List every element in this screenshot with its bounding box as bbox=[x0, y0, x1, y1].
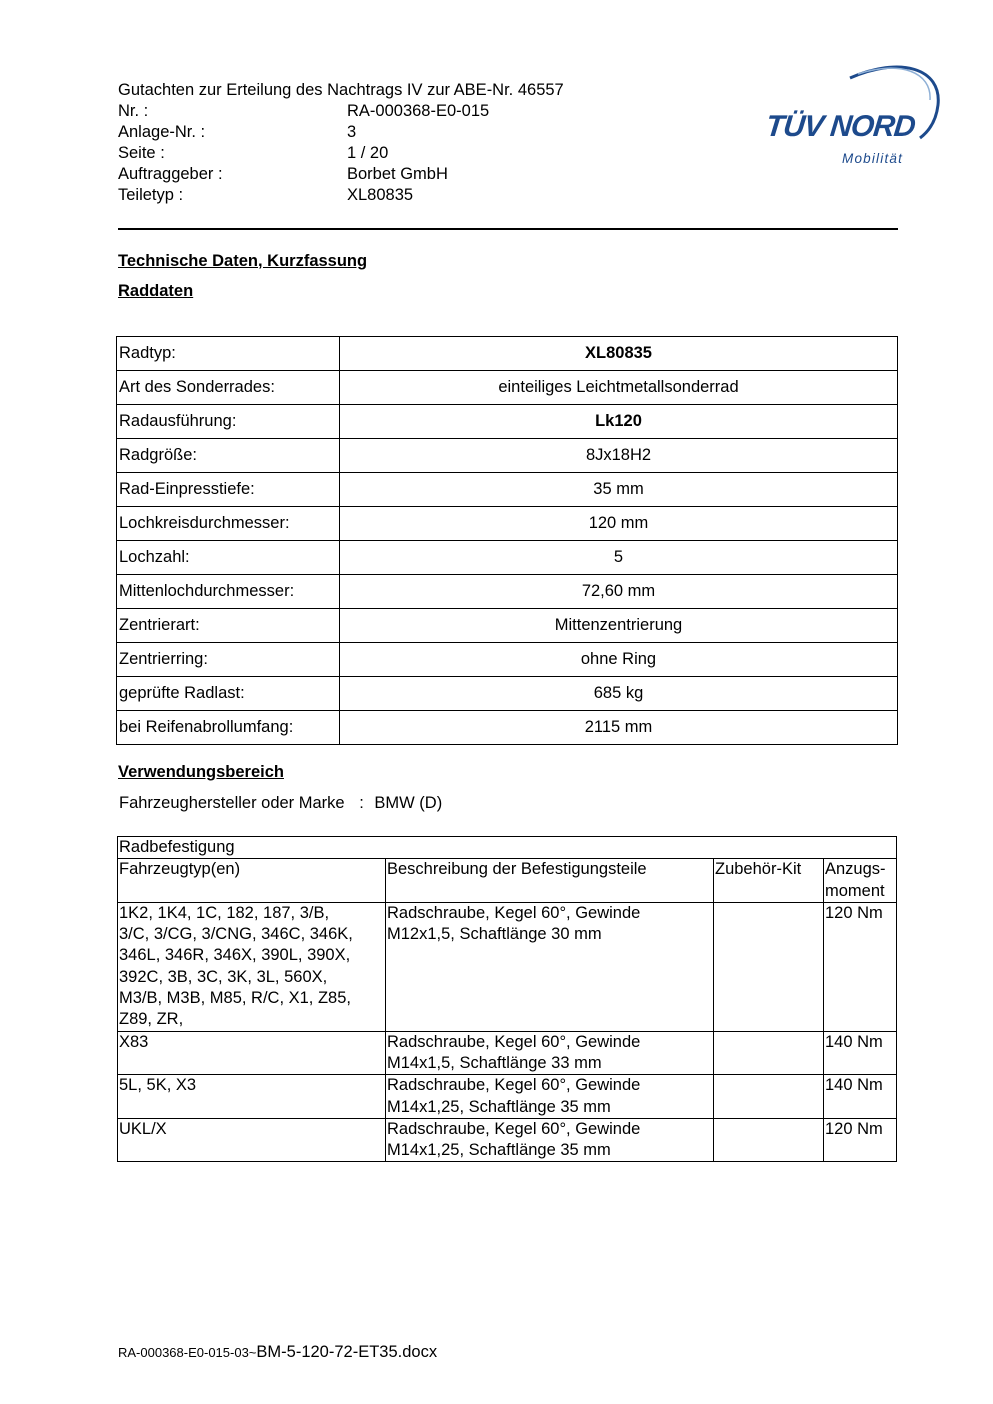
logo-brand-text: TÜV NORD bbox=[764, 110, 917, 143]
header-row-teiletyp bbox=[118, 185, 564, 206]
document-footer bbox=[118, 1343, 437, 1362]
header-label: Seite : bbox=[118, 144, 165, 162]
header-value: XL80835 bbox=[347, 186, 414, 204]
spec-value: 5 bbox=[340, 541, 898, 575]
header-row-seite bbox=[118, 143, 564, 164]
footer-filename: BM-5-120-72-ET35.docx bbox=[256, 1343, 438, 1361]
table-row bbox=[117, 541, 898, 575]
spec-value: 72,60 mm bbox=[340, 575, 898, 609]
header-value: 3 bbox=[347, 123, 357, 141]
wheel-data-table bbox=[116, 336, 898, 745]
fixing-description: Radschraube, Kegel 60°, Gewinde M14x1,25, Schaftlänge 35 mm bbox=[386, 1075, 714, 1119]
table-row bbox=[117, 507, 898, 541]
table-row bbox=[118, 1031, 897, 1075]
accessory-kit bbox=[714, 902, 824, 1031]
header-value: RA-000368-E0-015 bbox=[347, 102, 490, 120]
vehicle-types: X83 bbox=[118, 1031, 386, 1075]
spec-value: einteiliges Leichtmetallsonderrad bbox=[340, 371, 898, 405]
fixing-description: Radschraube, Kegel 60°, Gewinde M14x1,25, Schaftlänge 35 mm bbox=[386, 1118, 714, 1162]
spec-value: ohne Ring bbox=[340, 643, 898, 677]
header-row-anlage bbox=[118, 122, 564, 143]
spec-key: Lochzahl: bbox=[117, 541, 340, 575]
spec-key: Zentrierring: bbox=[117, 643, 340, 677]
torque: 140 Nm bbox=[824, 1031, 897, 1075]
table-row bbox=[118, 1075, 897, 1119]
table-row bbox=[117, 643, 898, 677]
column-header: Fahrzeugtyp(en) bbox=[118, 859, 386, 903]
table-row bbox=[117, 337, 898, 371]
logo-sub-text: Mobilität bbox=[842, 151, 904, 166]
spec-value: 8Jx18H2 bbox=[340, 439, 898, 473]
manufacturer-value: BMW (D) bbox=[374, 794, 443, 812]
torque: 120 Nm bbox=[824, 1118, 897, 1162]
header-label: Anlage-Nr. : bbox=[118, 123, 206, 141]
accessory-kit bbox=[714, 1031, 824, 1075]
spec-key: Lochkreisdurchmesser: bbox=[117, 507, 340, 541]
table-row bbox=[117, 609, 898, 643]
header-row-nr bbox=[118, 101, 564, 122]
header-value: Borbet GmbH bbox=[347, 165, 448, 183]
spec-key: Mittenlochdurchmesser: bbox=[117, 575, 340, 609]
table-row bbox=[118, 1118, 897, 1162]
tech-heading: Technische Daten, Kurzfassung bbox=[118, 252, 368, 270]
table-title-row bbox=[118, 837, 897, 859]
document-title: Gutachten zur Erteilung des Nachtrags IV zur ABE-Nr. 46557 bbox=[118, 81, 564, 99]
vehicle-types: 1K2, 1K4, 1C, 182, 187, 3/B, 3/C, 3/CG, 3/CNG, 346C, 346K, 346L, 346R, 346X, 390L, 390X, 392C, 3B, 3C, 3K, 3L, 560X, M3/B, M3B, M85, R/C, X1, Z85, Z89, ZR, bbox=[118, 902, 386, 1031]
manufacturer-label: Fahrzeughersteller oder Marke bbox=[119, 794, 345, 812]
column-header: Beschreibung der Befestigungsteile bbox=[386, 859, 714, 903]
header-label: Auftraggeber : bbox=[118, 165, 223, 183]
header-divider bbox=[118, 228, 898, 230]
accessory-kit bbox=[714, 1118, 824, 1162]
tuev-nord-logo bbox=[760, 60, 945, 175]
table-row bbox=[117, 711, 898, 745]
header-label: Teiletyp : bbox=[118, 186, 184, 204]
vehicle-types: 5L, 5K, X3 bbox=[118, 1075, 386, 1119]
rad-heading: Raddaten bbox=[118, 282, 194, 300]
spec-value: Mittenzentrierung bbox=[340, 609, 898, 643]
spec-key: Radausführung: bbox=[117, 405, 340, 439]
spec-value: XL80835 bbox=[340, 337, 898, 371]
table-header-row bbox=[118, 859, 897, 903]
torque: 140 Nm bbox=[824, 1075, 897, 1119]
spec-key: Art des Sonderrades: bbox=[117, 371, 340, 405]
header-value: 1 / 20 bbox=[347, 144, 389, 162]
table-row bbox=[117, 439, 898, 473]
spec-value: 685 kg bbox=[340, 677, 898, 711]
fixing-title: Radbefestigung bbox=[118, 837, 897, 859]
spec-value: Lk120 bbox=[340, 405, 898, 439]
column-header: Anzugs- moment bbox=[824, 859, 897, 903]
vehicle-types: UKL/X bbox=[118, 1118, 386, 1162]
accessory-kit bbox=[714, 1075, 824, 1119]
spec-value: 35 mm bbox=[340, 473, 898, 507]
spec-key: bei Reifenabrollumfang: bbox=[117, 711, 340, 745]
manufacturer-separator: : bbox=[359, 794, 364, 812]
manufacturer-line bbox=[119, 794, 442, 813]
wheel-fixing-table bbox=[117, 836, 897, 1162]
spec-value: 2115 mm bbox=[340, 711, 898, 745]
usage-heading: Verwendungsbereich bbox=[118, 763, 284, 781]
header-row-auftraggeber bbox=[118, 164, 564, 185]
spec-key: Radgröße: bbox=[117, 439, 340, 473]
fixing-description: Radschraube, Kegel 60°, Gewinde M12x1,5, Schaftlänge 30 mm bbox=[386, 902, 714, 1031]
table-row bbox=[117, 677, 898, 711]
footer-prefix: RA-000368-E0-015-03~ bbox=[118, 1345, 257, 1360]
spec-value: 120 mm bbox=[340, 507, 898, 541]
table-row bbox=[117, 575, 898, 609]
fixing-description: Radschraube, Kegel 60°, Gewinde M14x1,5, Schaftlänge 33 mm bbox=[386, 1031, 714, 1075]
table-row bbox=[117, 405, 898, 439]
spec-key: Radtyp: bbox=[117, 337, 340, 371]
spec-key: Rad-Einpresstiefe: bbox=[117, 473, 340, 507]
table-row bbox=[117, 371, 898, 405]
spec-key: geprüfte Radlast: bbox=[117, 677, 340, 711]
table-row bbox=[118, 902, 897, 1031]
torque: 120 Nm bbox=[824, 902, 897, 1031]
table-row bbox=[117, 473, 898, 507]
document-header bbox=[118, 80, 564, 206]
column-header: Zubehör-Kit bbox=[714, 859, 824, 903]
spec-key: Zentrierart: bbox=[117, 609, 340, 643]
header-label: Nr. : bbox=[118, 102, 149, 120]
